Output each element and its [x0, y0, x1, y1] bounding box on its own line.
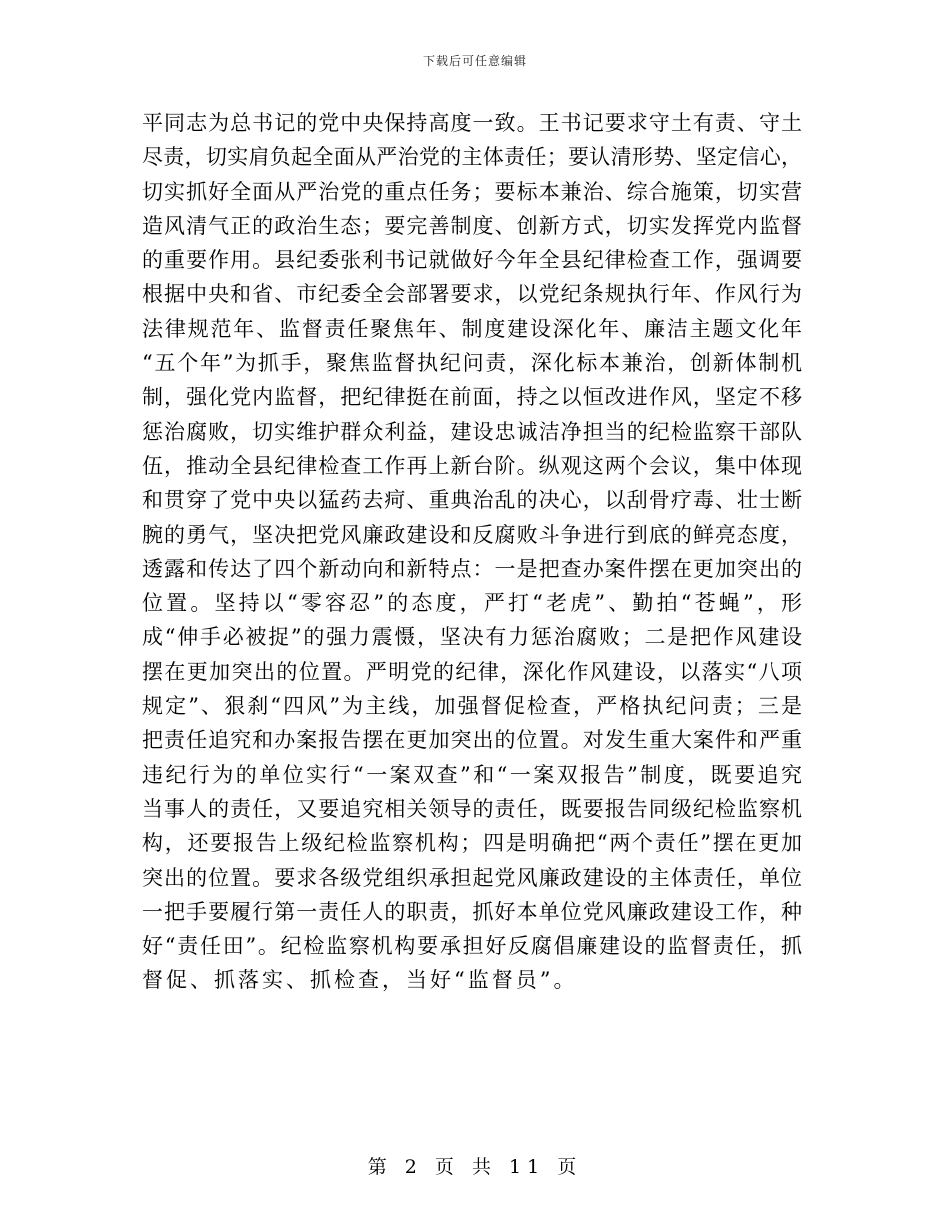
- text-line: 和贯穿了党中央以猛药去疴、重典治乱的决心，以刮骨疗毒、壮士断: [142, 488, 802, 513]
- text-line: 违纪行为的单位实行“一案双查”和“一案双报告”制度，既要追究: [142, 762, 802, 787]
- text-line: 尽责，切实肩负起全面从严治党的主体责任；要认清形势、坚定信心，: [142, 145, 802, 170]
- text-line: 法律规范年、监督责任聚焦年、制度建设深化年、廉洁主题文化年: [142, 316, 802, 341]
- text-line: 把责任追究和办案报告摆在更加突出的位置。对发生重大案件和严重: [142, 728, 802, 753]
- text-line: 制，强化党内监督，把纪律挺在前面，持之以恒改进作风，坚定不移: [142, 385, 802, 410]
- text-line: 切实抓好全面从严治党的重点任务；要标本兼治、综合施策，切实营: [142, 179, 802, 204]
- text-line: 一把手要履行第一责任人的职责，抓好本单位党风廉政建设工作，种: [142, 899, 802, 924]
- text-line: 腕的勇气，坚决把党风廉政建设和反腐败斗争进行到底的鲜亮态度，: [142, 522, 802, 547]
- text-line: 根据中央和省、市纪委全会部署要求，以党纪条规执行年、作风行为: [142, 282, 802, 307]
- document-body: [142, 106, 802, 998]
- page-header-note: 下载后可任意编辑: [422, 54, 527, 68]
- text-line: 构，还要报告上级纪检监察机构；四是明确把“两个责任”摆在更加: [142, 831, 802, 856]
- text-line: 惩治腐败，切实维护群众利益，建设忠诚洁净担当的纪检监察干部队: [142, 419, 802, 444]
- text-line: “五个年”为抓手，聚焦监督执纪问责，深化标本兼治，创新体制机: [142, 351, 802, 376]
- text-line: 位置。坚持以“零容忍”的态度，严打“老虎”、勤拍“苍蝇”，形: [142, 591, 802, 616]
- text-line: 成“伸手必被捉”的强力震慑，坚决有力惩治腐败；二是把作风建设: [142, 625, 802, 650]
- text-line: 当事人的责任，又要追究相关领导的责任，既要报告同级纪检监察机: [142, 796, 802, 821]
- text-line: 好“责任田”。纪检监察机构要承担好反腐倡廉建设的监督责任，抓: [142, 934, 802, 959]
- text-line: 造风清气正的政治生态；要完善制度、创新方式，切实发挥党内监督: [142, 213, 802, 238]
- text-line: 规定”、狠刹“四风”为主线，加强督促检查，严格执纪问责；三是: [142, 694, 802, 719]
- page-number-footer: 第 2 页 共 11 页: [367, 1156, 583, 1178]
- text-line: 伍，推动全县纪律检查工作再上新台阶。纵观这两个会议，集中体现: [142, 453, 802, 478]
- text-line: 平同志为总书记的党中央保持高度一致。王书记要求守土有责、守土: [142, 111, 802, 135]
- text-line: 突出的位置。要求各级党组织承担起党风廉政建设的主体责任，单位: [142, 865, 802, 890]
- text-line: 的重要作用。县纪委张利书记就做好今年全县纪律检查工作，强调要: [142, 248, 802, 273]
- text-line: 摆在更加突出的位置。严明党的纪律，深化作风建设，以落实“八项: [142, 659, 802, 684]
- text-line: 透露和传达了四个新动向和新特点：一是把查办案件摆在更加突出的: [142, 556, 802, 581]
- text-line-last: 督促、抓落实、抓检查，当好“监督员”。: [142, 968, 578, 993]
